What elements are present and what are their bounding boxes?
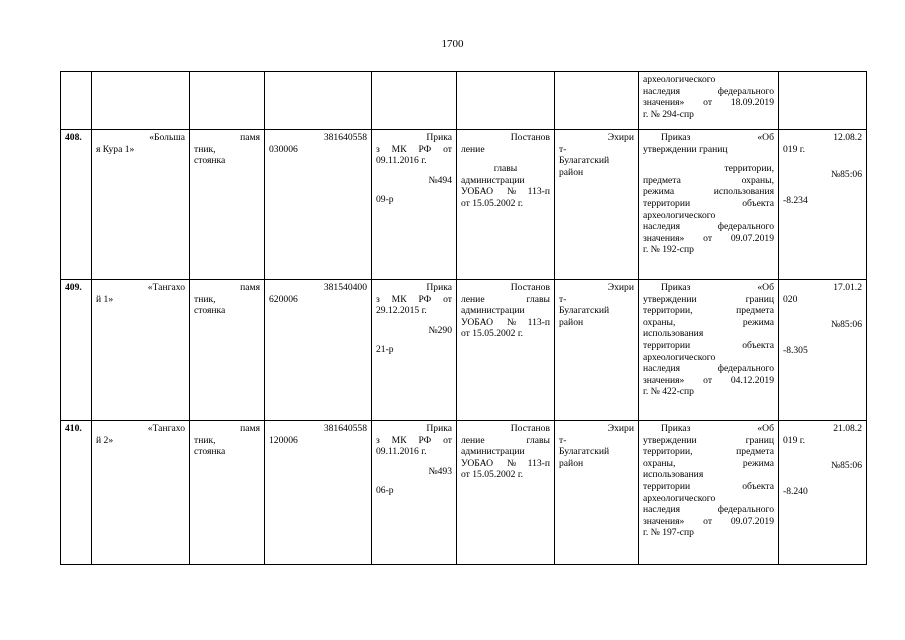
table-row-continuation xyxy=(61,72,867,130)
text-line: 381640558 xyxy=(323,423,367,434)
cell-num xyxy=(61,72,92,130)
text-line: наследия федерального xyxy=(643,221,774,233)
text-line: территории объекта xyxy=(643,197,774,209)
text-line: территории, предмета xyxy=(643,305,774,317)
text-line: 381540400 xyxy=(323,282,367,293)
text-line: предмета охраны, xyxy=(643,174,774,186)
text-line: 381640558 xyxy=(323,132,367,143)
text-line: 21.08.2 xyxy=(833,423,862,434)
row-number: 409. xyxy=(65,282,82,293)
cell-decree xyxy=(457,130,555,280)
cell-order2 xyxy=(639,421,779,565)
text-line: УОБАО №113-п xyxy=(461,316,550,328)
text-line: наследия федерального xyxy=(643,504,774,516)
text-line: значения» от 09.07.2019 xyxy=(643,232,774,244)
text-line: Постанов xyxy=(510,282,550,293)
text-line: использования xyxy=(643,469,704,481)
text-line: археологического xyxy=(643,74,716,85)
text-line: район xyxy=(559,457,584,469)
text-line: Эхири xyxy=(607,132,634,143)
text-line: археологического xyxy=(643,351,716,363)
text-line: «Больша xyxy=(149,132,185,143)
cell-reg xyxy=(265,72,372,130)
text-line: №85:06 xyxy=(830,460,862,472)
cell-order xyxy=(372,130,457,280)
cell-order xyxy=(372,421,457,565)
text-line: №494 xyxy=(428,174,452,186)
cell-last xyxy=(779,421,867,565)
cell-last xyxy=(779,280,867,421)
cell-district xyxy=(555,72,639,130)
text-line: «Тангахо xyxy=(147,282,185,293)
text-line: Приказ «Об xyxy=(661,282,774,293)
text-line: «Тангахо xyxy=(147,423,185,434)
text-line: -8.234 xyxy=(783,194,808,206)
text-line: г. № 197-спр xyxy=(643,527,694,539)
cell-num xyxy=(61,280,92,421)
text-line: территории, xyxy=(724,163,774,175)
text-line: от 15.05.2002 г. xyxy=(461,328,524,340)
text-line: Прика xyxy=(426,282,452,293)
text-line: 019 г. xyxy=(783,434,806,446)
text-line: территории объекта xyxy=(643,480,774,492)
text-line: т- xyxy=(559,434,567,446)
table-row xyxy=(61,280,867,421)
heritage-registry-table xyxy=(60,71,867,565)
text-line: г. № 294-спр xyxy=(643,108,694,120)
text-line: з МК РФ от xyxy=(376,143,452,155)
text-line: администрации xyxy=(461,305,525,317)
row-number: 410. xyxy=(65,423,82,434)
cell-type xyxy=(190,72,265,130)
text-line: Прика xyxy=(426,423,452,434)
text-line: й 1» xyxy=(96,293,114,305)
text-line: т- xyxy=(559,293,567,305)
text-line: администрации xyxy=(461,446,525,458)
text-line: тник, xyxy=(194,434,216,446)
cell-last xyxy=(779,72,867,130)
text-line: утверждении границ xyxy=(643,293,774,305)
text-line: 21-р xyxy=(376,344,394,356)
text-line: 09-р xyxy=(376,194,394,206)
cell-order xyxy=(372,72,457,130)
cell-decree xyxy=(457,72,555,130)
cell-type xyxy=(190,280,265,421)
cell-order xyxy=(372,280,457,421)
text-line: -8.240 xyxy=(783,485,808,497)
text-line: Эхири xyxy=(607,282,634,293)
text-line: памя xyxy=(240,282,260,293)
cell-name xyxy=(92,72,190,130)
text-line: ление xyxy=(461,143,485,155)
text-line: режима использования xyxy=(643,186,774,198)
text-line: район xyxy=(559,166,584,178)
text-line: г. № 422-спр xyxy=(643,386,694,398)
text-line: №85:06 xyxy=(830,319,862,331)
text-line: г. № 192-спр xyxy=(643,244,694,256)
cell-type xyxy=(190,421,265,565)
text-line: значения» от 18.09.2019 xyxy=(643,97,774,109)
text-line: ление главы xyxy=(461,293,550,305)
cell-district xyxy=(555,421,639,565)
text-line: 29.12.2015 г. xyxy=(376,305,427,317)
table-row xyxy=(61,421,867,565)
text-line: территории, предмета xyxy=(643,446,774,458)
cell-reg xyxy=(265,130,372,280)
text-line: охраны, режима xyxy=(643,457,774,469)
table-row xyxy=(61,130,867,280)
text-line: 020 xyxy=(783,293,798,305)
text-line: я Кура 1» xyxy=(96,143,135,155)
text-line: №290 xyxy=(428,324,452,336)
text-line: 09.11.2016 г. xyxy=(376,446,427,458)
text-line: 019 г. xyxy=(783,143,806,155)
text-line: Прика xyxy=(426,132,452,143)
cell-type xyxy=(190,130,265,280)
text-line: утверждении границ xyxy=(643,143,728,155)
cell-reg xyxy=(265,280,372,421)
cell-name xyxy=(92,130,190,280)
text-line: 09.11.2016 г. xyxy=(376,155,427,167)
text-line: утверждении границ xyxy=(643,434,774,446)
text-line: территории объекта xyxy=(643,339,774,351)
text-line: Эхири xyxy=(607,423,634,434)
text-line: стоянка xyxy=(194,305,226,317)
text-line: тник, xyxy=(194,293,216,305)
text-line: тник, xyxy=(194,143,216,155)
text-line: -8.305 xyxy=(783,344,808,356)
text-line: УОБАО №113-п xyxy=(461,186,550,198)
cell-order2 xyxy=(639,280,779,421)
text-line: 030006 xyxy=(269,143,298,155)
text-line: Булагатский xyxy=(559,155,610,167)
text-line: №85:06 xyxy=(830,169,862,181)
text-line: ление главы xyxy=(461,434,550,446)
text-line: археологического xyxy=(643,492,716,504)
text-line: наследия федерального xyxy=(643,85,774,97)
cell-order2 xyxy=(639,130,779,280)
text-line: использования xyxy=(643,328,704,340)
text-line: 06-р xyxy=(376,485,394,497)
text-line: главы xyxy=(493,163,518,175)
cell-last xyxy=(779,130,867,280)
text-line: значения» от 04.12.2019 xyxy=(643,374,774,386)
text-line: наследия федерального xyxy=(643,363,774,375)
cell-decree xyxy=(457,421,555,565)
cell-num xyxy=(61,421,92,565)
row-number: 408. xyxy=(65,132,82,143)
text-line: 620006 xyxy=(269,293,298,305)
text-line: Постанов xyxy=(510,132,550,143)
text-line: памя xyxy=(240,132,260,143)
text-line: й 2» xyxy=(96,434,114,446)
text-line: 12.08.2 xyxy=(833,132,862,143)
text-line: стоянка xyxy=(194,155,226,167)
cell-name xyxy=(92,280,190,421)
text-line: от 15.05.2002 г. xyxy=(461,197,524,209)
text-line: Булагатский xyxy=(559,446,610,458)
cell-num xyxy=(61,130,92,280)
text-line: 120006 xyxy=(269,434,298,446)
text-line: 17.01.2 xyxy=(833,282,862,293)
text-line: з МК РФ от xyxy=(376,293,452,305)
cell-reg xyxy=(265,421,372,565)
text-line: УОБАО №113-п xyxy=(461,457,550,469)
text-line: т- xyxy=(559,143,567,155)
text-line: от 15.05.2002 г. xyxy=(461,469,524,481)
text-line: археологического xyxy=(643,209,716,221)
text-line: Постанов xyxy=(510,423,550,434)
text-line: з МК РФ от xyxy=(376,434,452,446)
text-line: Приказ «Об xyxy=(661,132,774,143)
text-line: памя xyxy=(240,423,260,434)
cell-name xyxy=(92,421,190,565)
text-line: значения» от 09.07.2019 xyxy=(643,515,774,527)
text-line: Булагатский xyxy=(559,305,610,317)
cell-district xyxy=(555,280,639,421)
cell-decree xyxy=(457,280,555,421)
cell-order2 xyxy=(639,72,779,130)
text-line: охраны, режима xyxy=(643,316,774,328)
text-line: стоянка xyxy=(194,446,226,458)
page-number: 1700 xyxy=(441,38,464,50)
text-line: район xyxy=(559,316,584,328)
text-line: Приказ «Об xyxy=(661,423,774,434)
text-line: администрации xyxy=(461,174,525,186)
cell-district xyxy=(555,130,639,280)
text-line: №493 xyxy=(428,465,452,477)
